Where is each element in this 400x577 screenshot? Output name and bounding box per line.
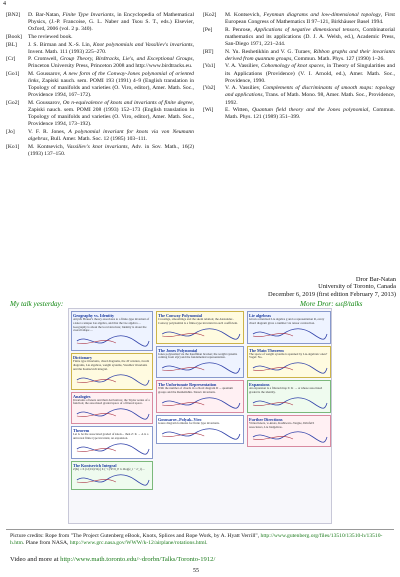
page-number-top: 4 [3,1,6,7]
reference-text [225,12,395,26]
reference-title: On n-equivalence of knots and invariants of finite degree [62,100,193,107]
knot-sketch-icon [73,407,151,421]
poster-column-1 [71,311,153,521]
reference-key: [Wi] [203,107,214,114]
poster-block-title: The Unfortunate Representation [158,382,217,388]
reference-title: Group Theory, Birdtracks, Lie's, and Exceptional Groups [59,56,193,63]
reference-authors: P. Cromwell, [28,56,60,63]
reference-entry [6,56,194,70]
reference-entry [6,34,194,41]
author-department: University of Toronto, Canada [318,283,396,291]
reference-entry [6,12,194,33]
reference-authors: M. Kontsevich, [28,143,67,150]
poster-block [71,311,153,351]
page-number-bottom: 55 [193,568,199,574]
poster-block [156,415,244,444]
reference-publication: , Princeton University Press, Princeton 2008 and http://www.birdtracks.eu. [28,56,194,70]
credits-text-3: . [206,540,208,546]
reference-title: Applications of negative dimensional tensors [254,26,359,33]
poster-block-title: Goussarov–Polyak–Viro [158,416,202,422]
poster-block-text: Gauss diagram formulas for finite type invariants. [158,420,220,425]
poster-block [247,415,331,448]
reference-key: [Book] [6,33,22,40]
poster-block [71,461,153,490]
reference-authors: E. Witten, [225,107,253,114]
poster-block-title: Further Directions [249,416,283,422]
reference-authors: D. Bar-Natan, [28,12,63,18]
knot-sketch-icon [158,327,242,341]
poster-block-text: Finite type invariants, chord diagrams, the 4T relation, Jacobi diagrams, Lie algebras, weight systems, Vassiliev invariants and the Kontsevich integral. [73,359,150,371]
reference-publication: , Zapiski nauch. sem. POMI 193 (1991) 4–9 (English translation in Topology of manifolds and varieties (O. Viro, editor), Amer. Math. Soc., Providence 1994, 167–172). [28,78,194,99]
reference-text [28,144,194,158]
reference-title: A polynomial invariant for knots via von Neumann algebras [28,129,194,143]
reference-publication: , Adv. in Sov. Math., 16(2) (1993) 137–150. [28,143,195,157]
poster-block-title: The Kontsevich Integral [73,462,117,468]
reference-entry [6,42,194,56]
reference-entry [203,27,395,48]
my-talk-caption[interactable]: My talk yesterday: [10,300,64,308]
reference-key: [Cr] [6,56,16,63]
reference-publication: , in Encyclopedia of Mathematical Physics, (J.-P. Francoise, G. L. Naber and Tsou S. T., eds.) Elsevier, Oxford, 2006 (vol. 2 p. 340). [28,12,195,33]
reference-entry [6,71,194,99]
reference-publication: , Commun. Math. Phys. 121 (1989) 351–399. [225,107,395,121]
poster-block-title: Geography vs. Identity [73,313,115,318]
poster-block-text: Virtual knots, w-knots, Kashiwara–Vergne, Drinfel'd associators, Lie bialgebras. [249,420,315,429]
reference-text [225,27,395,48]
reference-publication: , in Theory of Singularities and its Applications (Providence) (V. I. Arnold, ed.), Amer. Math. Soc., Providence, 1990. [225,63,396,84]
reference-authors: N. Yu. Reshetikhin and V. G. Turaev, [225,48,314,55]
reference-title: A new form of the Conway-Jones polynomial of oriented links [28,71,194,85]
reference-key: [RT] [203,48,214,55]
reference-entry [203,49,395,63]
reference-text [225,49,395,63]
poster-block [247,380,331,413]
poster-block-text: Invariants of knots and their derivatives; the Taylor series of a function; the associated graded space of a filtered space. [73,397,150,406]
poster-block-title: Theorem [73,428,90,434]
reference-title: Complements of discriminants of smooth maps: topology and applications [225,85,395,99]
reference-entry [6,100,194,128]
reference-entry [203,12,395,26]
knot-sketch-icon [73,473,151,487]
reference-entry [203,85,395,106]
reference-key: [Jo] [6,129,15,136]
reference-publication: , Combinatorial mathematics and its applications (D. J. A. Welsh, ed.), Academic Press, San-Diego 1971, 221–244. [225,26,395,47]
more-dror-link[interactable]: More Dror: ωεβ/talks [300,300,363,308]
reference-key: [Go1] [6,71,20,78]
poster-block [71,392,153,425]
video-link[interactable]: http://www.math.toronto.edu/~drorbn/Talks/Toronto-1912/ [60,556,216,563]
picture-credits [10,533,394,547]
reference-text [225,107,395,121]
poster-column-2 [156,311,244,521]
poster-block [156,380,244,413]
knot-sketch-icon [249,430,329,444]
reference-text [225,63,395,84]
poster-block-title: Lie algebras [249,313,271,318]
reference-title: Ribbon graphs and their invariants derived from quantum groups [225,48,396,62]
reference-key: [Ko1] [6,143,20,150]
video-label: Video and more at [10,556,61,563]
poster-block-title: The Conway Polynomial [158,313,202,318]
reference-title: Vassiliev's knot invariants [66,143,128,150]
reference-authors: R. Penrose, [225,26,255,33]
reference-key: [Go2] [6,100,20,107]
poster-block-text: Crossings, smoothings and the skein relation; the Alexander–Conway polynomial is a finite-type invariant in each coefficient. [158,317,238,325]
poster-block-text: Jones polynomial via the Kauffman bracket; the weight systems coming from sl(2) and the fundamental representation. [158,351,238,360]
reference-entry [203,107,395,121]
reference-text [28,100,194,128]
credits-text-2: . Plane from NASA, [22,540,70,546]
reference-key: [Va2] [203,85,216,92]
reference-authors: V. F. R. Jones, [28,129,69,136]
poster-block [156,311,244,344]
video-line [10,556,215,563]
poster-block [247,346,331,379]
gutenberg-link[interactable]: http://www.gutenberg.org/files/13510/13510-h/13510-h.htm [10,533,383,546]
poster-block-title: The Main Theorem [249,347,284,353]
knot-sketch-icon [158,396,242,410]
reference-entry [203,63,395,84]
poster-block-title: Dictionary [73,355,93,361]
reference-text [28,71,194,99]
reference-authors: The reviewed book. [28,33,73,40]
knot-sketch-icon [73,442,151,456]
poster-block-title: Analogies [73,393,91,399]
reference-key: [BN2] [6,12,21,18]
reference-text [28,12,194,33]
reference-authors: V. A. Vassiliev, [225,63,262,70]
poster-block-text: Z(K) = Σ (1/(2πi)^m) ∫ Σ (−1)^P D_P ∧ dlog(z_i − z'_i) ... [73,466,145,471]
reference-publication: , Bull. Amer. Math. Soc. 12 (1985) 103–111. [47,136,148,143]
references-right-column [203,12,395,122]
reference-publication: , Commun. Math. Phys. 127 (1990) 1–26. [291,55,385,62]
reference-title: Quantum field theory and the Jones polynomial [252,107,369,114]
poster-block-title: Expansions [249,382,270,388]
reference-key: [Ko2] [203,12,217,18]
reference-title: Cohomology of knot spaces [261,63,324,70]
reference-title: Feynman diagrams and low-dimensional topology [263,12,381,18]
reference-text [28,42,194,56]
reference-publication: , Invent. Math. 111 (1993) 225–270. [28,41,195,55]
poster-block [156,346,244,379]
knot-sketch-icon [249,327,329,341]
poster-block-title: The Jones Polynomial [158,347,198,353]
poster-block [247,311,331,344]
references-left-column [6,12,194,159]
poster-block-text: The space of weight systems is spanned by Lie-algebraic ones? Vogel: No. [249,351,328,360]
reference-text [225,85,395,106]
author-name: Dror Bar-Natan [355,276,396,283]
reference-entry [6,144,194,158]
reference-title: Knot polynomials and Vassiliev's invariants [92,41,193,48]
reference-authors: V. A. Vassiliev, [225,85,263,92]
knot-sketch-icon [249,396,329,410]
poster-block-text: An expansion is a filtered map Z: K → A whose associated graded is the identity. [249,386,323,394]
nasa-link[interactable]: http://www.grc.nasa.gov/WWW/k-12/airplane/rotations.html [69,540,207,546]
reference-text [28,56,194,70]
reference-text [28,34,194,41]
reference-title: Finite Type Invariants [62,12,114,18]
poster-block-text: Atiyah: Brauer's theory associates to a finite-type invariant of a knot a unique Lie algebra, and that the Lie algebra ... Geography is about the local structure; Identity is about the overall shape ... [73,317,150,333]
reference-publication: , Trans. of Math. Mono. 98, Amer. Math. Soc., Providence, 1992. [225,92,395,106]
reference-authors: M. Goussarov, [28,100,63,107]
reference-key: [BL] [6,41,17,48]
credits-text: Rope from "The Project Gutenberg eBook, Knots, Splices and Rope Work, by A. Hyatt Verrill", [45,533,261,539]
poster-block-text: Let G be the associated graded of knots... then Z: K → A is a universal finite type invariant, an expansion. [73,432,149,440]
reference-authors: M. Goussarov, [28,71,64,78]
reference-publication: , Zapiski nauch. sem. POMI 208 (1993) 152–173 (English translation in Topology of manifolds and varieties (O. Viro, editor), Amer. Math. Soc., Providence 1994, 173–192). [28,100,194,128]
reference-authors: J. S. Birman and X.-S. Lin, [28,41,93,48]
author-affiliation [250,276,396,298]
reference-publication: , First European Congress of Mathematics II 97–121, Birkhäuser Basel 1994. [225,12,395,26]
talk-poster[interactable] [68,308,332,524]
poster-block [71,353,153,389]
knot-sketch-icon [158,361,242,375]
poster-block [71,426,153,459]
reference-key: [Pe] [203,26,213,33]
credits-label: Picture credits: [10,533,46,539]
reference-key: [Va1] [203,63,216,70]
knot-sketch-icon [73,373,151,387]
poster-column-3 [247,311,331,521]
edition-date: December 6, 2019 (first edition February 7, 2013) [268,290,396,298]
poster-block-text: With the number of chords in a chord diagram D ... quantum groups and the Reshetikhin–Turaev invariants. [158,386,233,394]
footer-divider [6,529,394,530]
knot-sketch-icon [249,361,329,375]
poster-block-text: Given a metrized Lie algebra g and a representation R, every chord diagram gives a number via tensor contraction. [249,317,325,325]
reference-text [28,129,194,143]
knot-sketch-icon [73,334,151,348]
reference-authors: M. Kontsevich, [225,12,264,18]
knot-sketch-icon [158,427,242,441]
reference-entry [6,129,194,143]
